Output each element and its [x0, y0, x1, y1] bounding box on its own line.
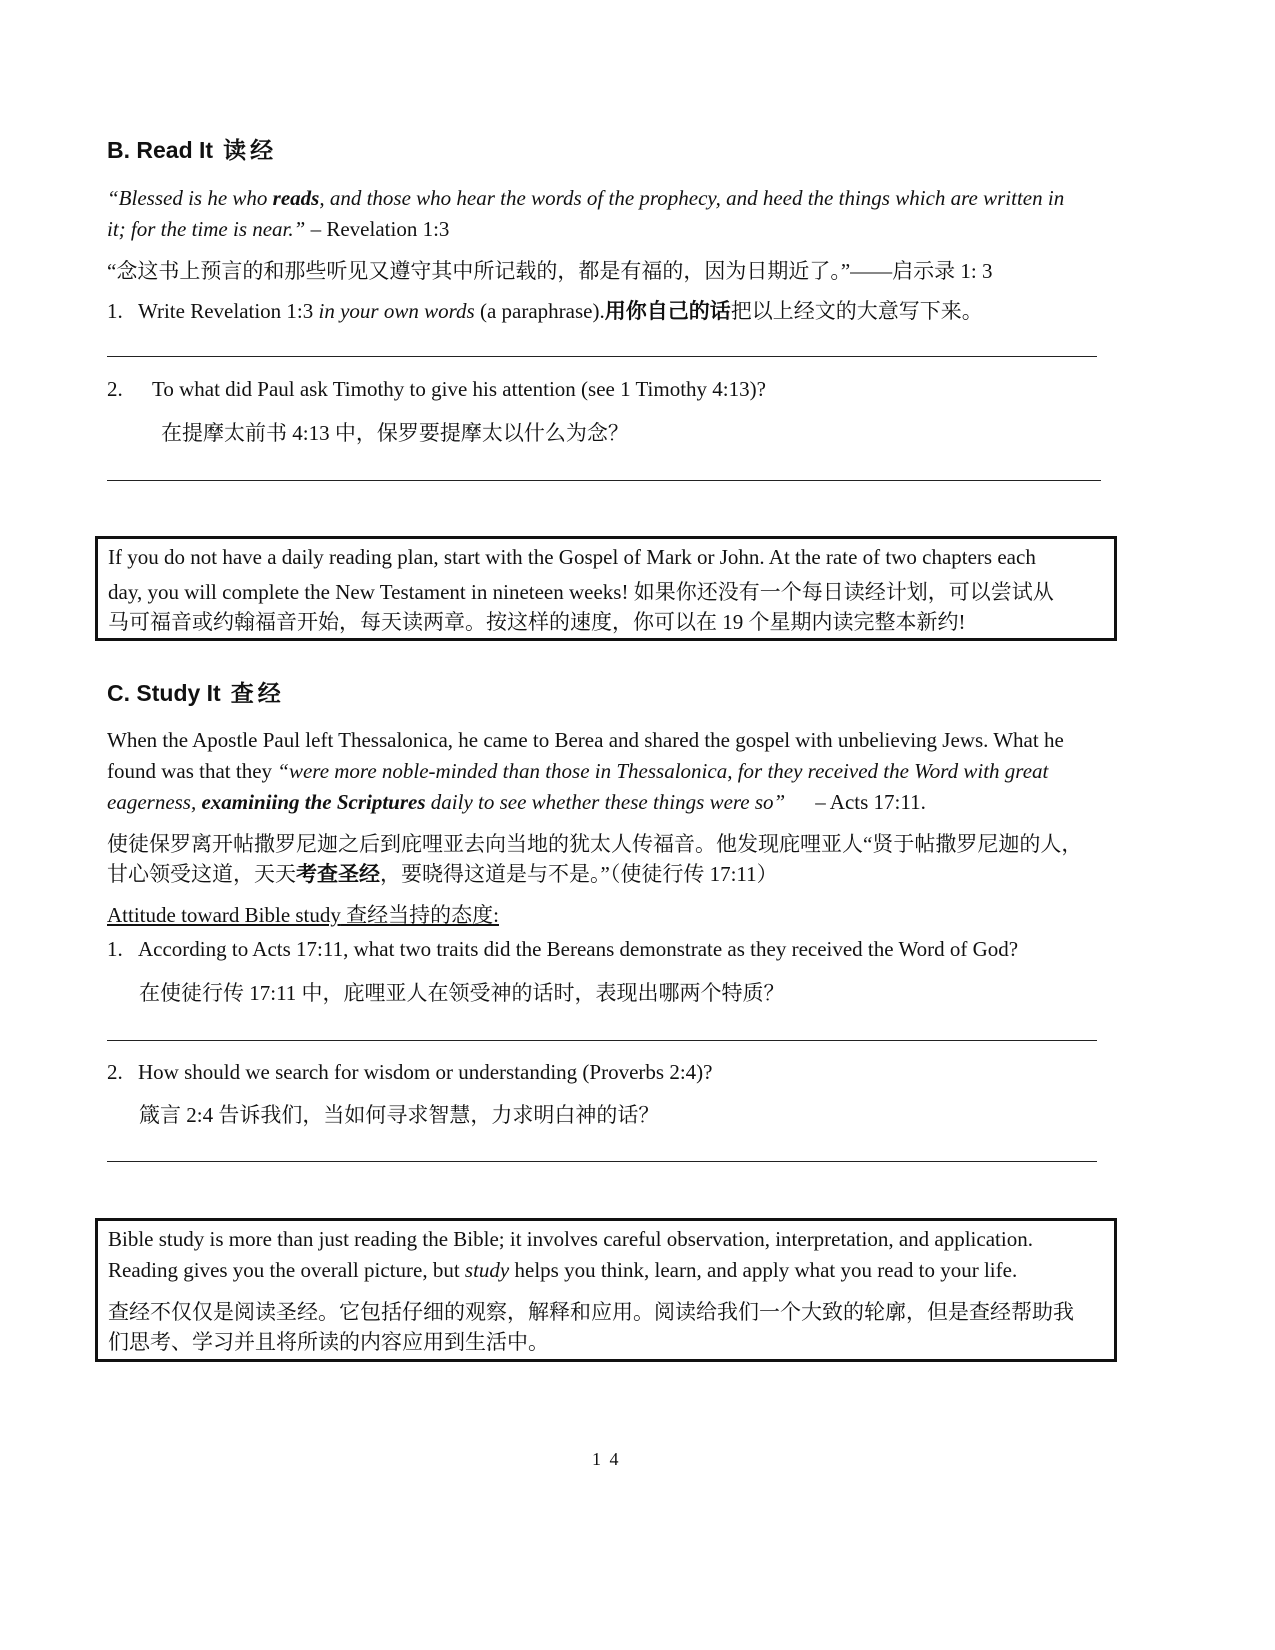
section-c-heading-en: C. Study It [107, 680, 221, 706]
box-line: 查经不仅仅是阅读圣经。它包括仔细的观察，解释和应用。阅读给我们一个大致的轮廓，但是查经帮助我 [108, 1300, 1074, 1324]
b-q2-cn: 在提摩太前书 4:13 中，保罗要提摩太以什么为念？ [161, 421, 629, 445]
c-question-2 [107, 1060, 712, 1085]
section-c-heading [107, 675, 285, 708]
section-b-heading-cn: 读经 [223, 137, 278, 163]
box-text: helps you think, learn, and apply what you read to your life. [509, 1258, 1018, 1282]
attitude-heading [107, 899, 499, 929]
answer-line[interactable] [107, 356, 1097, 357]
para-cn-text: ，要晓得这道是与不是。”（使徒行传 17:11） [380, 862, 778, 886]
attitude-cn: 查经当持的态度: [340, 903, 499, 927]
verse-bold: reads [272, 186, 320, 210]
para-italic: eagerness, [107, 790, 202, 814]
b-q1-text-a: Write Revelation 1:3 [138, 299, 319, 323]
box-line: 们思考、学习并且将所读的内容应用到生活中。 [108, 1330, 549, 1354]
verse-line-2 [107, 217, 449, 242]
verse-line-1 [107, 186, 1064, 211]
verse-cn: “念这书上预言的和那些听见又遵守其中所记载的，都是有福的，因为日期近了。”——启示录 1: 3 [107, 259, 993, 283]
para-line-3 [107, 790, 926, 815]
b-question-2 [107, 377, 766, 402]
para-italic: daily to see whether these things were so” [425, 790, 786, 814]
c-q1-number: 1. [107, 937, 123, 961]
reading-plan-box [95, 536, 1117, 641]
b-question-1 [107, 295, 983, 325]
c-q2-text: How should we search for wisdom or understanding (Proverbs 2:4)? [138, 1060, 713, 1084]
section-c-heading-cn: 查经 [230, 680, 285, 706]
box-line: day, you will complete the New Testament in nineteen weeks! 如果你还没有一个每日读经计划，可以尝试从 [108, 580, 1054, 604]
b-q1-text-b: (a paraphrase). [474, 299, 605, 323]
para-cn-line-2 [107, 858, 778, 888]
box-line [108, 1258, 1017, 1283]
box-line: 马可福音或约翰福音开始，每天读两章。按这样的速度，你可以在 19 个星期内读完整本新约! [108, 610, 966, 634]
c-q2-number: 2. [107, 1060, 123, 1084]
para-cn-line-1: 使徒保罗离开帖撒罗尼迦之后到庇哩亚去向当地的犹太人传福音。他发现庇哩亚人“贤于帖撒罗尼迦的人， [107, 832, 1083, 856]
verse-text-a: “Blessed is he who [107, 186, 273, 210]
para-italic: “were more noble-minded than those in Thessalonica, for they received the Word with great [277, 759, 1049, 783]
answer-line[interactable] [107, 480, 1101, 481]
c-q2-cn: 箴言 2:4 告诉我们，当如何寻求智慧，力求明白神的话？ [139, 1103, 660, 1127]
para-line-2 [107, 759, 1048, 784]
b-q1-italic: in your own words [318, 299, 475, 323]
c-q1-text: According to Acts 17:11, what two traits did the Bereans demonstrate as they received the Word of God? [138, 937, 1019, 961]
box-line: If you do not have a daily reading plan, start with the Gospel of Mark or John. At the rate of two chapters each [108, 545, 1036, 569]
para-cn-text: 甘心领受这道，天天 [107, 862, 296, 886]
para-bold: examiniing the Scriptures [201, 790, 426, 814]
c-q1-cn: 在使徒行传 17:11 中，庇哩亚人在领受神的话时，表现出哪两个特质？ [139, 981, 785, 1005]
b-q1-cn: 把以上经文的大意写下来。 [730, 299, 983, 323]
section-b-heading-en: B. Read It [107, 137, 214, 163]
para-reference: – Acts 17:11. [815, 790, 926, 814]
para-text: found was that they [107, 759, 278, 783]
answer-line[interactable] [107, 1161, 1097, 1162]
para-cn-bold: 考查圣经 [296, 862, 380, 886]
b-q1-cn-bold: 用你自己的话 [604, 299, 731, 323]
page-number: 1 4 [592, 1449, 621, 1469]
box-italic: study [464, 1258, 510, 1282]
para-line-1: When the Apostle Paul left Thessalonica, he came to Berea and shared the gospel with unbelieving Jews. What he [107, 728, 1064, 752]
c-question-1 [107, 937, 1018, 962]
box-text: Reading gives you the overall picture, but [108, 1258, 465, 1282]
b-q1-number: 1. [107, 299, 123, 323]
verse-reference: – Revelation 1:3 [305, 217, 450, 241]
attitude-en: Attitude toward Bible study [107, 903, 341, 927]
verse-text-b: , and those who hear the words of the prophecy, and heed the things which are written in [319, 186, 1065, 210]
answer-line[interactable] [107, 1040, 1097, 1041]
box-line: Bible study is more than just reading the Bible; it involves careful observation, interpretation, and application. [108, 1227, 1033, 1251]
bible-study-box [95, 1218, 1117, 1362]
b-q2-text: To what did Paul ask Timothy to give his attention (see 1 Timothy 4:13)? [152, 377, 766, 401]
verse-text-c: it; for the time is near.” [107, 217, 306, 241]
section-b-heading [107, 132, 277, 165]
b-q2-number: 2. [107, 377, 123, 401]
